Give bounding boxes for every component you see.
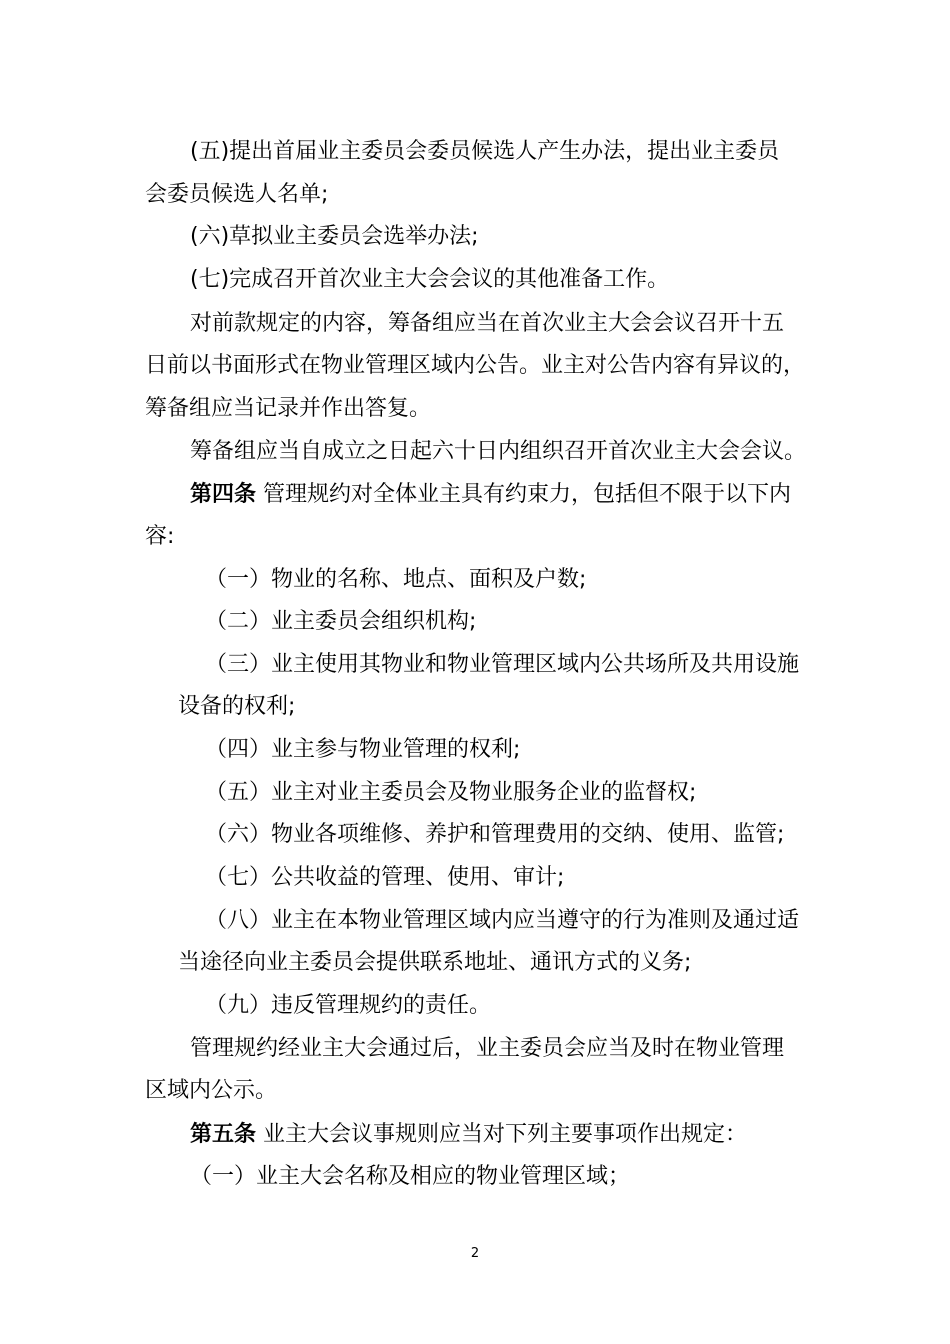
paragraph-line: (六)草拟业主委员会选举办法; — [190, 224, 479, 249]
list-item: （三）业主使用其物业和物业管理区域内公共场所及共用设施 — [205, 652, 800, 677]
paragraph-line: 容: — [145, 524, 175, 549]
list-item: （六）物业各项维修、养护和管理费用的交纳、使用、监管; — [205, 822, 785, 847]
article-heading-line — [190, 480, 791, 510]
paragraph-line: (七)完成召开首次业主大会会议的其他准备工作。 — [190, 267, 670, 292]
paragraph-line: 筹备组应当记录并作出答复。 — [145, 396, 432, 421]
paragraph-line: 日前以书面形式在物业管理区域内公告。业主对公告内容有异议的， — [145, 353, 806, 378]
list-item: （二）业主委员会组织机构; — [205, 609, 477, 634]
page-number: 2 — [470, 1246, 480, 1261]
article-heading-line — [190, 1120, 747, 1150]
article-number: 第五条 — [190, 1122, 257, 1147]
list-item: （一）物业的名称、地点、面积及户数; — [205, 567, 587, 592]
paragraph-line: 筹备组应当自成立之日起六十日内组织召开首次业主大会会议。 — [190, 439, 807, 464]
list-item-continuation: 当途径向业主委员会提供联系地址、通讯方式的义务; — [178, 950, 692, 975]
list-item-continuation: 设备的权利; — [178, 694, 296, 719]
article-number: 第四条 — [190, 482, 257, 507]
paragraph-line: 对前款规定的内容，筹备组应当在首次业主大会会议召开十五 — [190, 311, 785, 336]
paragraph-line: 管理规约经业主大会通过后，业主委员会应当及时在物业管理 — [190, 1036, 785, 1061]
paragraph-text: 业主大会议事规则应当对下列主要事项作出规定： — [263, 1122, 748, 1147]
list-item: （七）公共收益的管理、使用、审计; — [205, 865, 565, 890]
list-item: （一）业主大会名称及相应的物业管理区域； — [190, 1164, 631, 1189]
list-item: （四）业主参与物业管理的权利; — [205, 737, 521, 762]
paragraph-line: (五)提出首届业主委员会委员候选人产生办法，提出业主委员 — [190, 139, 780, 164]
paragraph-text: 管理规约对全体业主具有约束力，包括但不限于以下内 — [263, 482, 792, 507]
list-item: （九）违反管理规约的责任。 — [205, 993, 492, 1018]
list-item: （五）业主对业主委员会及物业服务企业的监督权; — [205, 780, 697, 805]
paragraph-line: 会委员候选人名单; — [145, 182, 329, 207]
list-item: （八）业主在本物业管理区域内应当遵守的行为准则及通过适 — [205, 908, 800, 933]
paragraph-line: 区域内公示。 — [145, 1078, 278, 1103]
